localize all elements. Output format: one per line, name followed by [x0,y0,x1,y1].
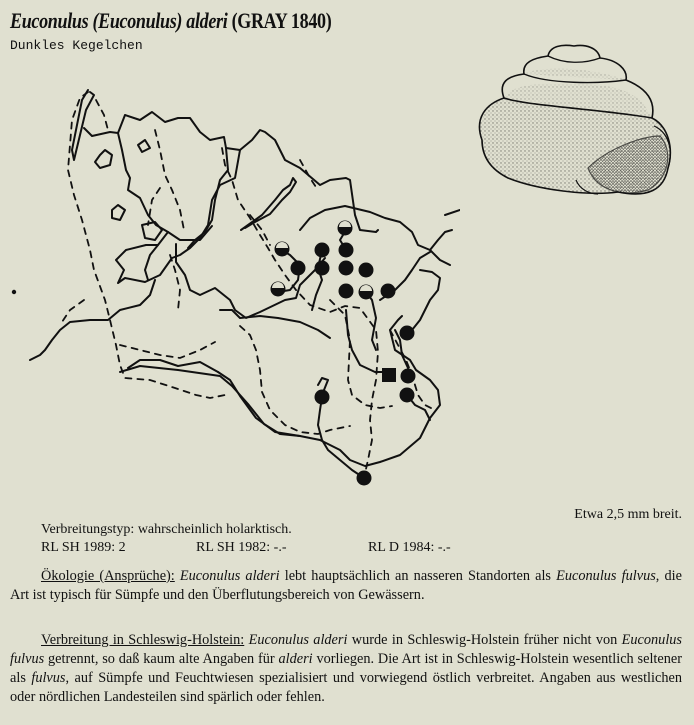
rl-d-1984: RL D 1984: -.- [368,540,451,555]
species-ref: Euconulus fulvus [10,632,682,667]
species-ref: Euconulus alderi [248,632,348,648]
body-text: wurde in Schleswig-Holstein früher nicht von [347,632,622,648]
record-half-marker [271,282,286,297]
metadata-block [41,521,451,557]
record-dot-marker [315,261,330,276]
species-ref: Euconulus fulvus [556,568,656,584]
record-dot-marker [400,388,415,403]
record-dot-marker [315,243,330,258]
record-dot-marker [339,243,354,258]
record-dot-marker [400,326,415,341]
snail-shell-icon [468,18,688,203]
record-dot-marker [357,471,372,486]
body-text: vorliegen. Die Art ist in Schleswig-Holstein wesentlich seltener als [10,651,682,686]
record-dot-marker [291,261,306,276]
record-dot-marker [315,390,330,405]
record-dot-marker [339,284,354,299]
record-dot-marker [381,284,396,299]
species-ref: alderi [278,651,313,667]
red-list-row [41,539,451,557]
rl-sh-1989: RL SH 1989: 2 [41,540,126,555]
record-square-marker [382,368,396,382]
distribution-type: Verbreitungstyp: wahrscheinlich holarktisch. [41,522,292,537]
page-title [10,8,331,34]
body-text: , auf Sümpfe und Feuchtwiesen spezialisiert und vorwiegend östlich verbreitet. Angaben aus westlichen oder nördlichen Landesteilen sind spärlich oder fehlen. [10,670,682,705]
record-half-marker [359,285,374,300]
species-ref: fulvus [31,670,66,686]
ecology-heading: Ökologie (Ansprüche): [41,568,175,584]
rl-sh-1982: RL SH 1982: -.- [196,540,287,555]
species-name: Euconulus (Euconulus) alderi [10,8,228,33]
record-half-marker [275,242,290,257]
record-dot-marker [339,261,354,276]
record-half-marker [338,221,353,236]
distribution-paragraph [10,631,682,707]
species-author: (GRAY 1840) [231,8,332,33]
body-text: lebt hauptsächlich an nasseren Standorten als [279,568,557,584]
distribution-map [0,75,460,495]
record-dot-marker [359,263,374,278]
ecology-paragraph [10,567,682,605]
size-caption: Etwa 2,5 mm breit. [574,507,682,522]
common-name: Dunkles Kegelchen [10,38,143,53]
body-text: getrennt, so daß kaum alte Angaben für [44,651,279,667]
species-ref: Euconulus alderi [179,568,280,584]
body-text: , die Art ist typisch für Sümpfe und den Überflutungsbereich von Gewässern. [10,568,682,603]
record-dot-marker [401,369,416,384]
distribution-heading: Verbreitung in Schleswig-Holstein: [41,632,245,648]
